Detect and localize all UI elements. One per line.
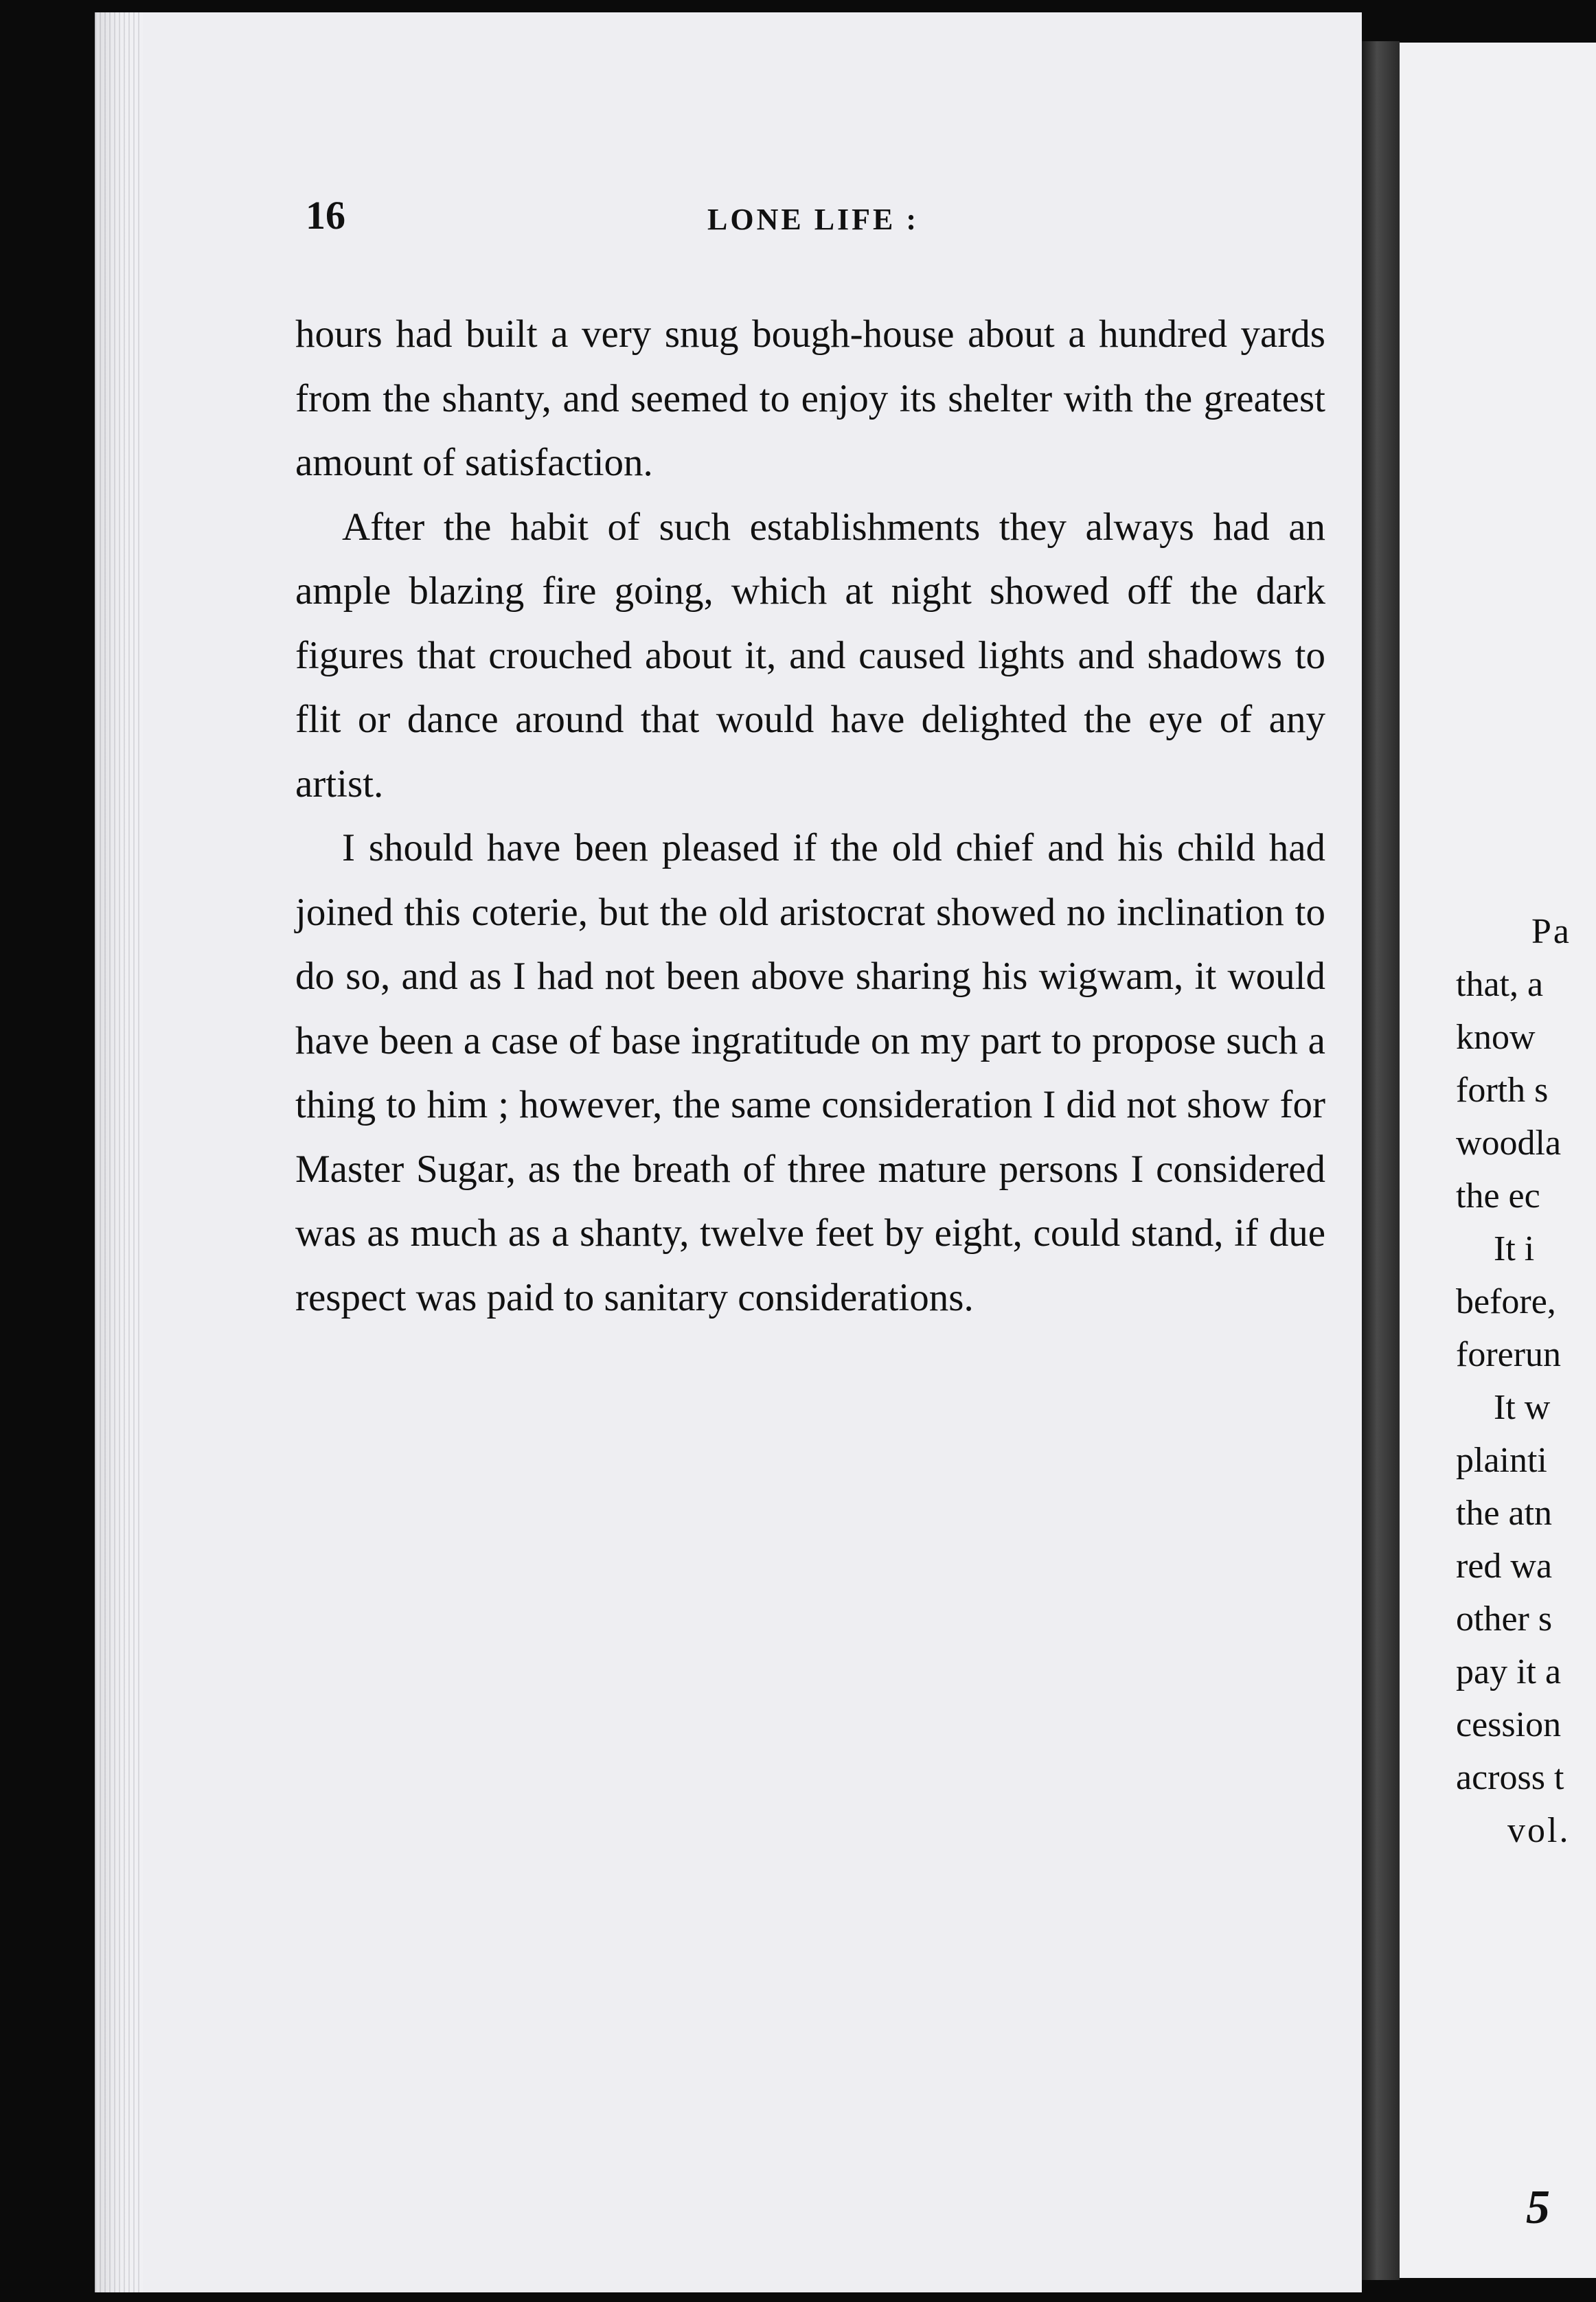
- facing-line: the ec: [1456, 1176, 1540, 1216]
- facing-line: woodla: [1456, 1124, 1562, 1163]
- facing-line: vol.: [1507, 1811, 1571, 1850]
- page-number: 16: [306, 193, 345, 238]
- paragraph: hours had built a very snug bough-house about a hundred yards from the shanty, and seemed to enjoy its shelter with the greatest amount of satisfaction.: [295, 312, 1325, 484]
- facing-line: pay it a: [1456, 1652, 1562, 1691]
- facing-line: across t: [1456, 1758, 1564, 1797]
- handwritten-mark: 5: [1526, 2181, 1550, 2234]
- facing-line: red wa: [1456, 1547, 1553, 1586]
- facing-line: plainti: [1456, 1441, 1547, 1480]
- running-head: LONE LIFE :: [707, 203, 920, 236]
- facing-line: the atn: [1456, 1494, 1553, 1533]
- facing-line: forerun: [1456, 1335, 1562, 1374]
- paragraph: After the habit of such establishments they always had an ample blazing fire going, which at night showed off the dark figures that crouched about it, and caused lights and shadows to flit or dance around that would have delighted the eye of any artist.: [295, 505, 1325, 806]
- body-text: [295, 302, 1325, 1330]
- paragraph: I should have been pleased if the old chief and his child had joined this coterie, but the old aristocrat showed no inclination to do so, and as I had not been above sharing his wigwam, it would have been a case of base ingratitude on my part to propose such a thing to him ; however, the same consideration I did not show for Master Sugar, as the breath of three mature persons I considered was as much as a shanty, twelve feet by eight, could stand, if due respect was paid to sanitary considerations.: [295, 826, 1325, 1319]
- facing-page-text: [1456, 905, 1596, 1857]
- facing-line: It w: [1494, 1388, 1551, 1427]
- book-gutter: [1362, 41, 1400, 2280]
- page-header: [306, 185, 1322, 240]
- facing-line: other s: [1456, 1599, 1553, 1639]
- facing-line: forth s: [1456, 1071, 1549, 1110]
- page-edge: [95, 12, 143, 2292]
- facing-line: It i: [1494, 1229, 1535, 1268]
- facing-line: know: [1456, 1018, 1536, 1057]
- facing-line: cession: [1456, 1705, 1562, 1744]
- facing-line: Pa: [1531, 912, 1571, 951]
- facing-line: before,: [1456, 1282, 1556, 1321]
- facing-line: that, a: [1456, 965, 1544, 1004]
